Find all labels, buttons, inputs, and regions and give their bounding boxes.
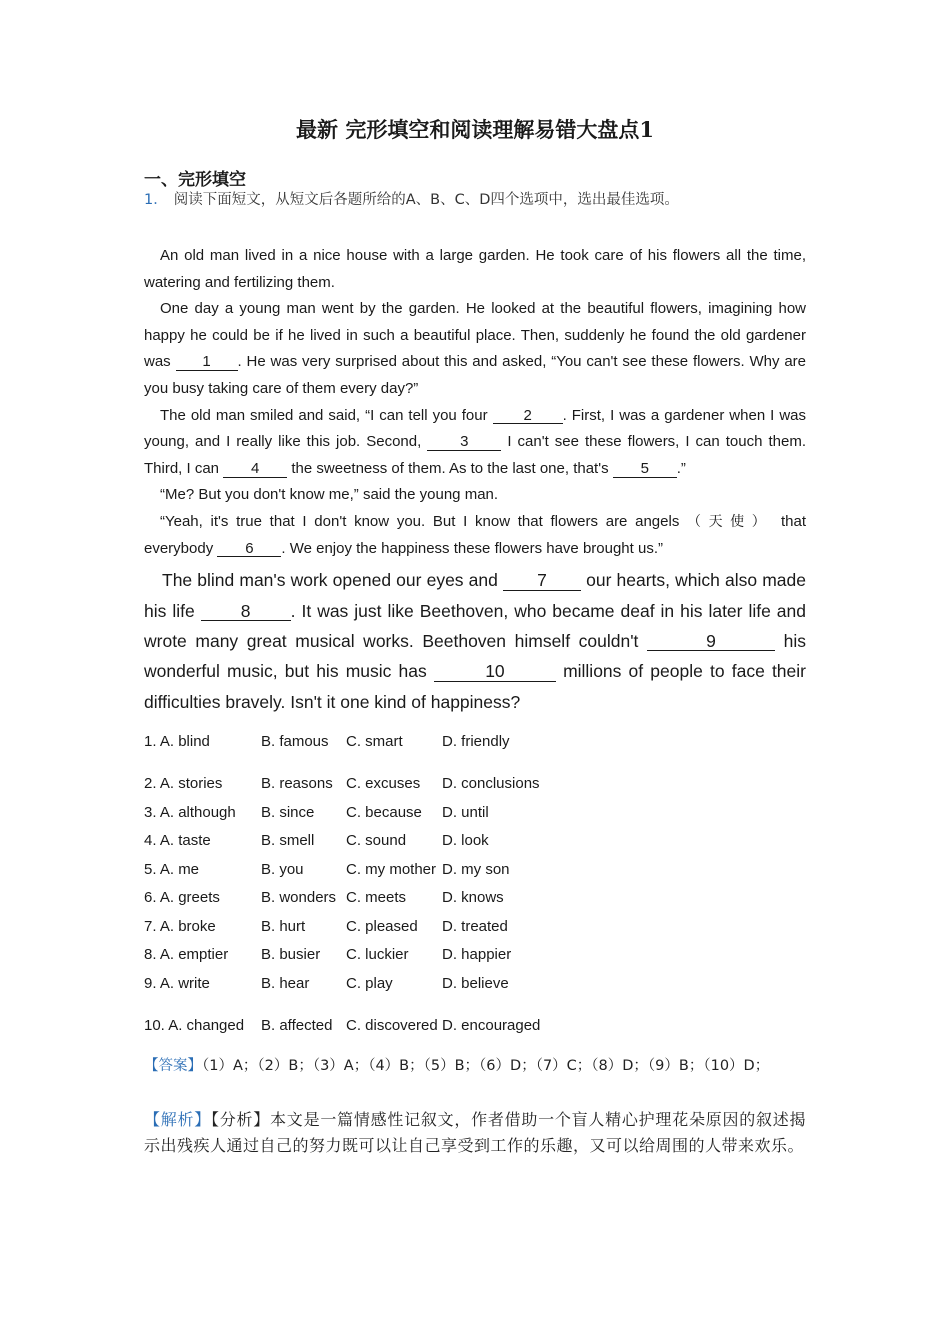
option-c: C. because	[346, 803, 422, 821]
paragraph-5	[144, 509, 806, 562]
option-row	[144, 884, 562, 913]
option-row	[144, 799, 562, 828]
option-b: B. reasons	[261, 775, 333, 792]
text-run: . He was very surprised about this and asked, “You can't see these flowers. Why are you busy taking care of them every day?”	[144, 353, 806, 397]
option-a: 5. A. me	[144, 860, 200, 878]
text-run: . We enjoy the happiness these flowers have brought us.”	[281, 539, 663, 557]
option-a: 2. A. stories	[144, 775, 223, 792]
option-c: C. pleased	[346, 917, 418, 935]
text-run: .”	[676, 459, 686, 477]
text-run: The old man smiled and said, “I can tell you four	[160, 406, 493, 424]
option-a: 6. A. greets	[144, 889, 220, 906]
answer-text: （1）A；（2）B；（3）A；（4）B；（5）B；（6）D；（7）C；（8）D；（9）B；（10）D；	[202, 1058, 770, 1074]
option-a: 1. A. blind	[144, 732, 210, 750]
option-c: C. my mother	[346, 860, 437, 878]
paragraph-4: “Me? But you don't know me,” said the young man.	[160, 486, 499, 504]
blank-5: 5	[613, 461, 677, 478]
option-d: D. treated	[442, 917, 508, 935]
instruction-text: 阅读下面短文，从短文后各题所给的A、B、C、D四个选项中，选出最佳选项。	[173, 192, 679, 208]
option-row	[144, 856, 562, 885]
option-c: C. play	[346, 974, 393, 992]
option-c: C. luckier	[346, 946, 409, 963]
option-a: 8. A. emptier	[144, 946, 229, 963]
option-d: D. believe	[442, 974, 509, 992]
text-run: “Yeah, it's true that I don't know you. But I know that flowers are angels	[160, 512, 688, 530]
answer-block	[144, 1053, 806, 1079]
option-row	[144, 913, 562, 942]
blank-9: 9	[647, 632, 775, 651]
paragraph-6	[144, 565, 806, 717]
blank-3: 3	[427, 434, 501, 451]
option-a: 4. A. taste	[144, 832, 211, 849]
analysis-tag: 【解析】	[144, 1110, 212, 1129]
blank-4: 4	[223, 461, 287, 478]
paragraph-2	[144, 296, 806, 402]
option-a: 9. A. write	[144, 974, 210, 992]
option-d: D. happier	[442, 946, 512, 963]
option-b: B. hear	[261, 974, 310, 992]
option-d: D. my son	[442, 860, 510, 878]
option-b: B. famous	[261, 732, 329, 750]
option-d: D. conclusions	[442, 775, 540, 792]
option-d: D. encouraged	[442, 1016, 541, 1034]
option-b: B. affected	[261, 1016, 333, 1034]
section-heading: 一、完形填空	[144, 170, 246, 190]
question-number: 1．	[144, 192, 168, 208]
option-row	[144, 714, 562, 770]
option-a: 10. A. changed	[144, 1016, 245, 1034]
option-row	[144, 941, 562, 970]
option-a: 3. A. although	[144, 803, 236, 821]
option-b: B. wonders	[261, 889, 337, 906]
option-a: 7. A. broke	[144, 917, 216, 935]
option-c: C. discovered	[346, 1016, 438, 1034]
option-c: C. smart	[346, 732, 403, 750]
text-run: One day a young man went by the garden. He looked at the beautiful flowers, imagining how happy he could be if he lived in such a beautiful place. Then, suddenly he found the old gardener was	[144, 300, 806, 371]
analysis-text: 【分析】本文是一篇情感性记叙文，作者借助一个盲人精心护理花朵原因的叙述揭示出残疾人通过自己的努力既可以让自己享受到工作的乐趣，又可以给周围的人带来欢乐。	[144, 1110, 806, 1155]
option-b: B. since	[261, 803, 315, 821]
paragraph-3	[144, 403, 806, 483]
text-run: millions of people to face their difficulties bravely. Isn't it one kind of happiness?	[144, 661, 806, 712]
text-run: I can't see these flowers, I can touch them. Third, I can	[144, 433, 806, 477]
blank-6: 6	[217, 541, 281, 558]
option-b: B. you	[261, 860, 304, 878]
option-row	[144, 970, 562, 999]
cloze-passage	[144, 243, 806, 717]
option-d: D. until	[442, 803, 489, 821]
paragraph-1: An old man lived in a nice house with a large garden. He took care of his flowers all the time, watering and fertilizing them.	[144, 247, 806, 291]
option-row	[144, 770, 562, 799]
blank-10: 10	[434, 662, 556, 681]
option-row	[144, 827, 562, 856]
option-c: C. excuses	[346, 775, 421, 792]
blank-7: 7	[503, 571, 581, 590]
option-c: C. sound	[346, 832, 407, 849]
analysis-block	[144, 1107, 806, 1158]
text-run: that everybody	[144, 512, 807, 557]
option-b: B. busier	[261, 946, 321, 963]
text-run: . It was just like Beethoven, who became deaf in his later life and wrote many great musical works. Beethoven himself couldn't	[144, 600, 806, 651]
text-run: his wonderful music, but his music has	[144, 630, 807, 682]
blank-2: 2	[493, 408, 563, 425]
question-instruction	[144, 188, 679, 209]
document-title: 最新 完形填空和阅读理解易错大盘点1	[296, 117, 654, 142]
option-c: C. meets	[346, 889, 407, 906]
text-run: the sweetness of them. As to the last one, that's	[287, 459, 613, 477]
option-d: D. knows	[442, 889, 504, 906]
chinese-gloss: （天使）	[687, 513, 774, 530]
options-table	[144, 714, 562, 1054]
answer-tag: 【答案】	[144, 1058, 202, 1074]
text-run: . First, I was a gardener when I was young, and I really like this job. Second,	[144, 406, 806, 451]
blank-8: 8	[201, 602, 291, 621]
blank-1: 1	[176, 354, 238, 371]
text-run: our hearts, which also made his life	[144, 570, 806, 621]
option-d: D. friendly	[442, 732, 510, 750]
option-row	[144, 998, 562, 1054]
text-run: The blind man's work opened our eyes and	[162, 570, 503, 591]
option-b: B. hurt	[261, 917, 306, 935]
option-d: D. look	[442, 832, 489, 849]
option-b: B. smell	[261, 832, 315, 849]
